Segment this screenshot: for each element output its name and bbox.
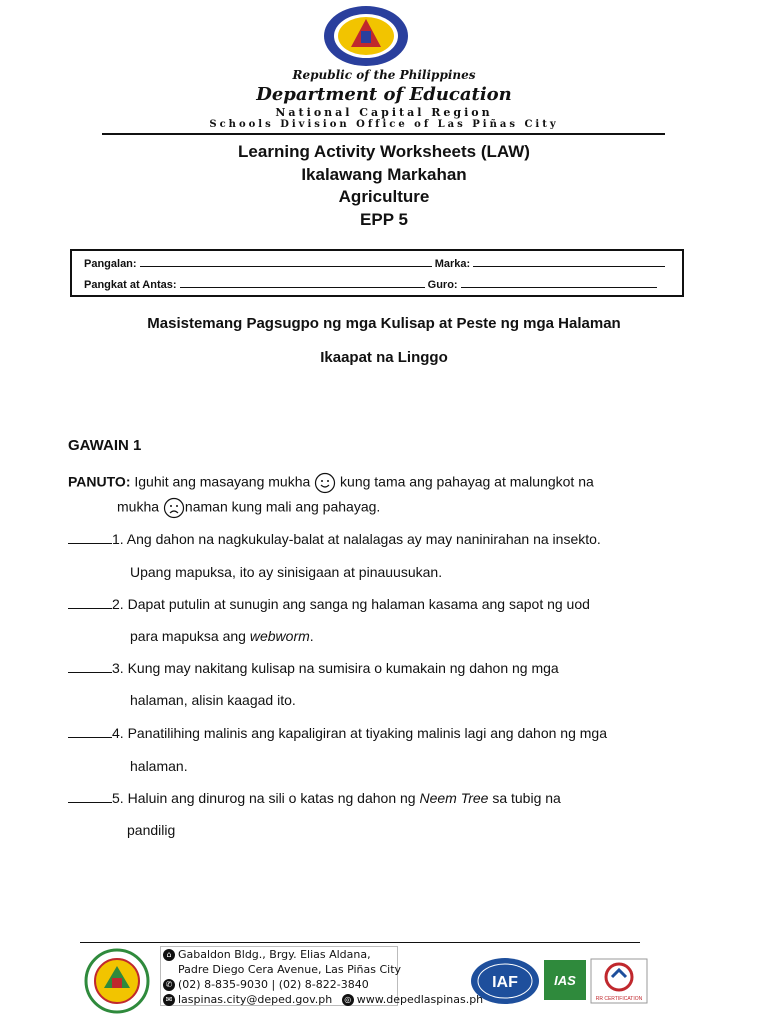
name-field[interactable] (140, 257, 432, 267)
item-2 (68, 596, 590, 612)
item-number: 4. (112, 725, 124, 741)
lesson-week: Ikaapat na Linggo (320, 349, 448, 366)
activity-heading: GAWAIN 1 (68, 437, 142, 454)
worksheet-titles (0, 141, 768, 231)
department-heading: Department of Education (256, 84, 512, 105)
instruction-text-d: naman kung mali ang pahayag. (184, 498, 381, 515)
republic-heading: Republic of the Philippines (292, 68, 476, 82)
item-3-continuation: halaman, alisin kaagad ito. (130, 692, 296, 708)
item-number: 5. (112, 790, 124, 806)
section-field[interactable] (180, 278, 425, 288)
item-text: . (309, 628, 314, 644)
item-3 (68, 660, 559, 676)
rr-label: RR CERTIFICATION (595, 996, 643, 1002)
deped-seal-logo (321, 5, 411, 67)
ias-logo (544, 960, 586, 1000)
item-5 (68, 790, 561, 806)
title-quarter: Ikalawang Markahan (301, 164, 467, 184)
answer-blank-1[interactable] (68, 533, 112, 544)
instruction-text-c: mukha (117, 498, 163, 515)
instruction-text-a: Iguhit ang masayang mukha (130, 473, 315, 490)
iaf-label: IAF (492, 974, 518, 991)
address-line-1 (163, 948, 371, 961)
rr-certification-logo (590, 958, 648, 1004)
info-row-2 (84, 278, 657, 291)
title-subject: Agriculture (338, 187, 430, 206)
item-text: Dapat putulin at sunugin ang sanga ng halaman kasama ang sapot ng uod (123, 596, 590, 612)
item-2-continuation (130, 628, 314, 644)
phone-text: (02) 8-835-9030 | (02) 8-822-3840 (178, 978, 369, 991)
happy-face-icon (314, 472, 336, 494)
answer-blank-2[interactable] (68, 598, 112, 609)
teacher-label: Guro: (427, 279, 458, 291)
item-emphasis: Neem Tree (419, 790, 489, 806)
item-4 (68, 725, 607, 741)
item-text: Panatilihing malinis ang kapaligiran at tiyaking malinis lagi ang dahon ng mga (123, 725, 607, 741)
email-icon: ✉ (163, 994, 175, 1006)
student-info-box (70, 249, 684, 297)
website-text[interactable]: www.depedlaspinas.ph (356, 993, 484, 1006)
item-text: Kung may nakitang kulisap na sumisira o kumakain ng dahon ng mga (123, 660, 559, 676)
lesson-title: Masistemang Pagsugpo ng mga Kulisap at Peste ng mga Halaman (147, 315, 621, 332)
answer-blank-3[interactable] (68, 662, 112, 673)
item-text: Haluin ang dinurog na sili o katas ng dahon ng (123, 790, 420, 806)
item-number: 3. (112, 660, 124, 676)
score-label: Marka: (434, 258, 471, 270)
address-line-2: Padre Diego Cera Avenue, Las Piñas City (178, 963, 402, 976)
answer-blank-5[interactable] (68, 792, 112, 803)
item-1-continuation: Upang mapuksa, ito ay sinisigaan at pinauusukan. (130, 564, 443, 580)
sad-face-icon (163, 497, 185, 519)
teacher-field[interactable] (461, 278, 657, 288)
score-field[interactable] (473, 257, 665, 267)
title-law: Learning Activity Worksheets (LAW) (238, 142, 530, 161)
globe-icon: ◎ (342, 994, 354, 1006)
title-grade: EPP 5 (360, 209, 408, 229)
instruction-line-2 (117, 497, 380, 519)
item-emphasis: webworm (249, 628, 310, 644)
instruction-text-b: kung tama ang pahayag at malungkot na (336, 473, 594, 490)
division-heading: Schools Division Office of Las Piñas City (209, 119, 559, 130)
item-1 (68, 531, 601, 547)
item-text: sa tubig na (488, 790, 561, 806)
item-number: 1. (112, 531, 124, 547)
item-text: Ang dahon na nagkukulay-balat at nalalagas ay may naninirahan na insekto. (123, 531, 601, 547)
header-divider (102, 133, 665, 135)
sdo-las-pinas-logo (82, 948, 152, 1014)
iaf-logo (470, 957, 540, 1005)
footer-divider (80, 942, 640, 943)
item-number: 2. (112, 596, 124, 612)
instruction-line-1 (68, 472, 594, 494)
region-heading: National Capital Region (275, 106, 493, 119)
email-text[interactable]: laspinas.city@deped.gov.ph (178, 993, 333, 1006)
instruction-label: PANUTO: (68, 473, 131, 490)
answer-blank-4[interactable] (68, 727, 112, 738)
address-text-1: Gabaldon Bldg., Brgy. Elias Aldana, (178, 948, 371, 961)
item-text: para mapuksa ang (130, 628, 250, 644)
phone-line (163, 978, 369, 991)
item-5-continuation: pandilig (127, 822, 176, 838)
name-label: Pangalan: (84, 258, 137, 270)
phone-icon: ✆ (163, 979, 175, 991)
web-line (163, 993, 483, 1006)
info-row-1 (84, 257, 665, 270)
section-label: Pangkat at Antas: (84, 279, 177, 291)
home-icon: ⌂ (163, 949, 175, 961)
ias-label: IAS (554, 973, 576, 988)
item-4-continuation: halaman. (130, 758, 188, 774)
